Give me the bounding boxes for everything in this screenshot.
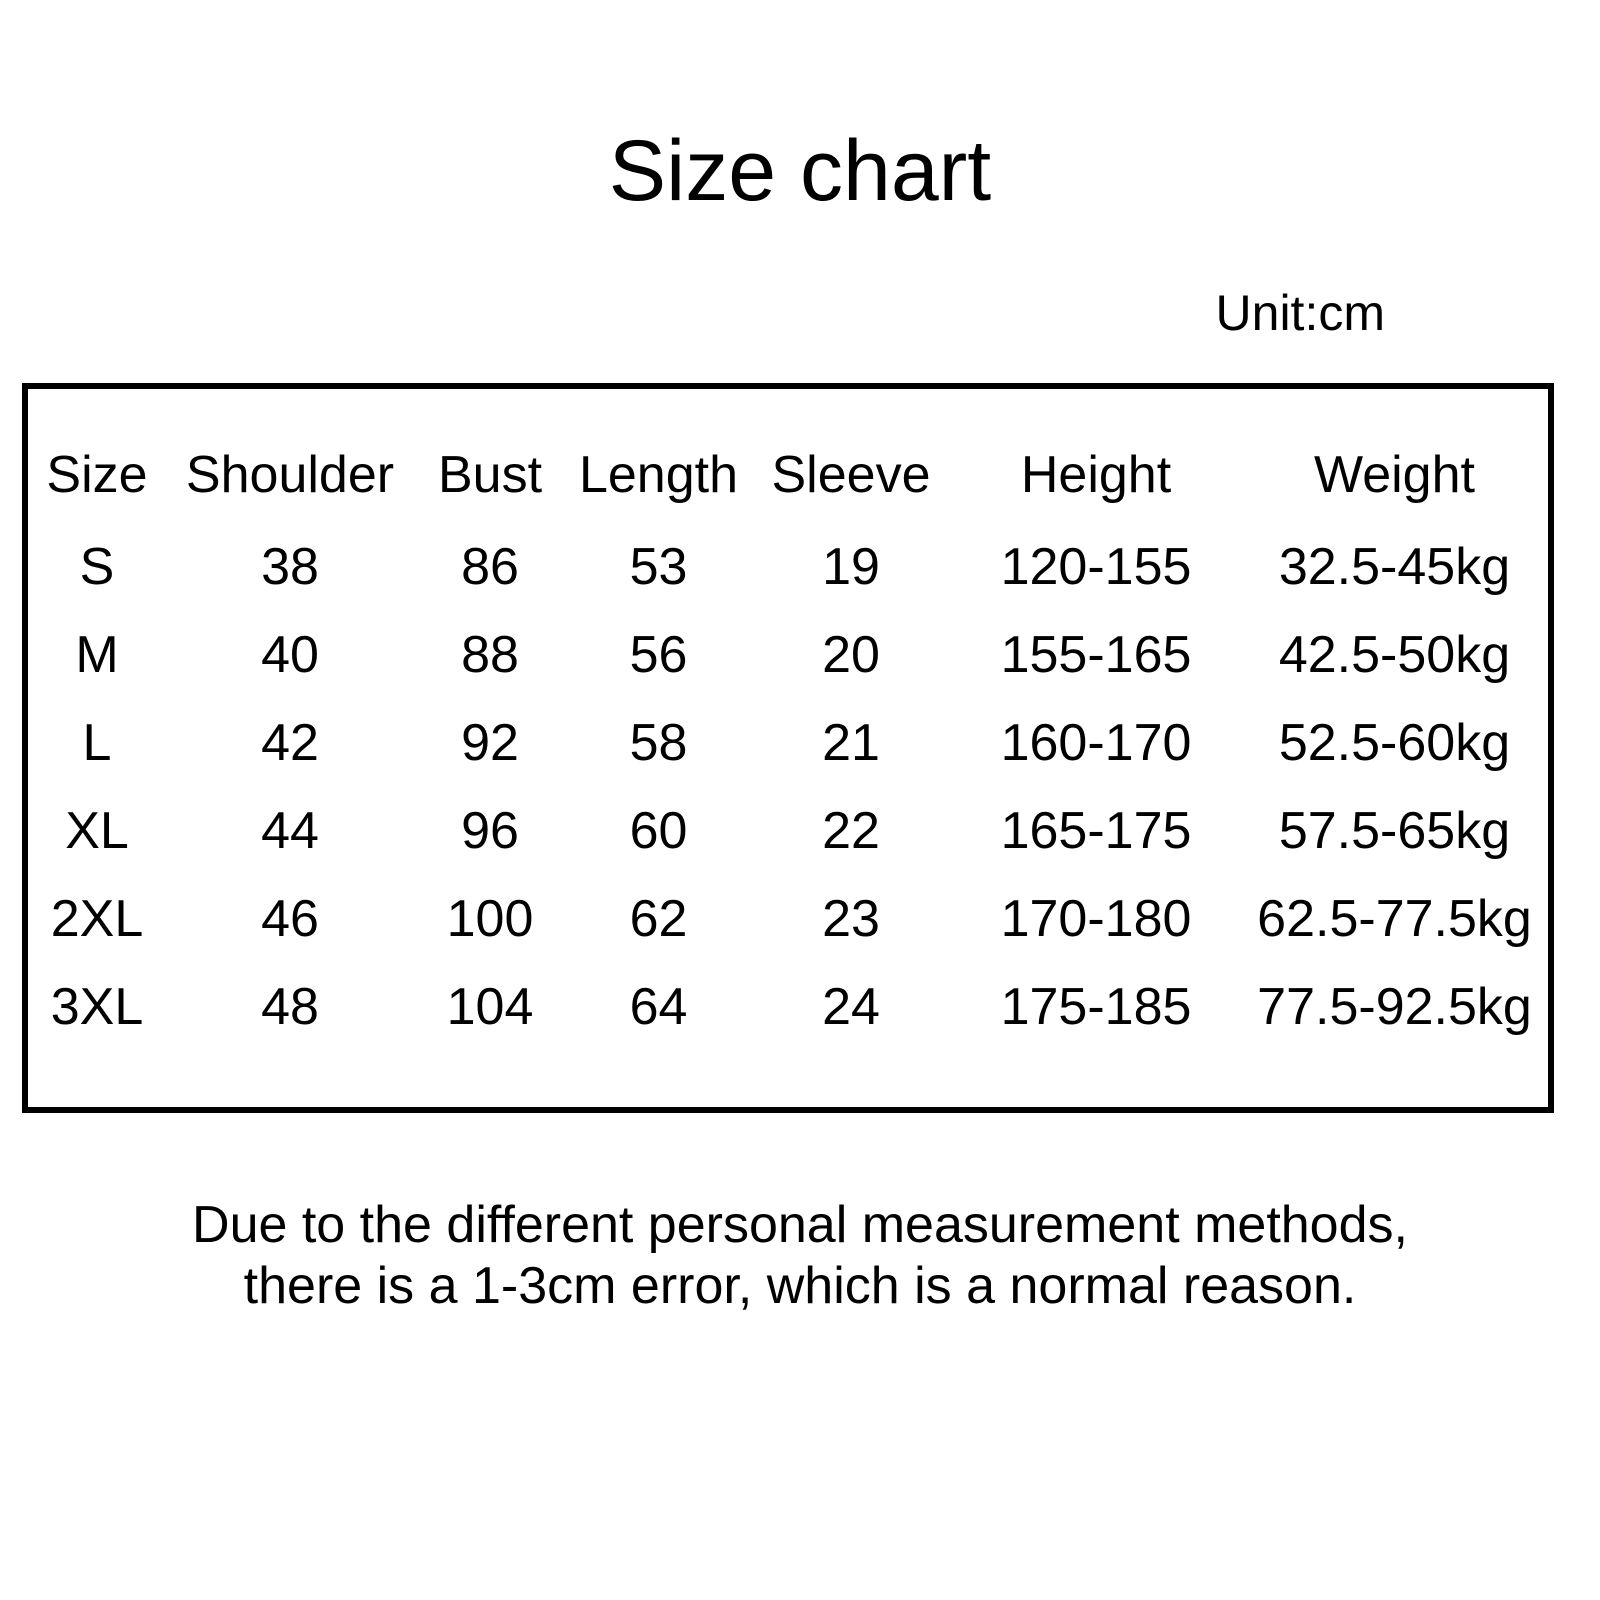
cell-length: 58 — [629, 714, 688, 772]
table-row — [28, 875, 1548, 963]
cell-size: M — [75, 626, 119, 684]
unit-label: Unit:cm — [1215, 285, 1385, 341]
note-line-1: Due to the different personal measurement methods, — [192, 1196, 1408, 1254]
column-header-sleeve: Sleeve — [771, 446, 931, 504]
cell-size: XL — [65, 802, 129, 860]
cell-shoulder: 42 — [261, 714, 319, 772]
cell-weight: 62.5-77.5kg — [1257, 890, 1532, 948]
cell-height: 160-170 — [1000, 714, 1192, 772]
column-header-shoulder: Shoulder — [185, 446, 395, 504]
cell-length: 53 — [629, 538, 688, 596]
measurement-note — [0, 1195, 1600, 1318]
cell-weight: 57.5-65kg — [1278, 802, 1511, 860]
cell-height: 120-155 — [1000, 538, 1192, 596]
cell-bust: 96 — [461, 802, 519, 860]
cell-weight: 32.5-45kg — [1278, 538, 1511, 596]
size-table — [28, 427, 1548, 1051]
cell-length: 62 — [629, 890, 688, 948]
cell-shoulder: 48 — [261, 978, 319, 1036]
table-row — [28, 963, 1548, 1051]
cell-size: 3XL — [50, 978, 144, 1036]
cell-weight: 77.5-92.5kg — [1257, 978, 1532, 1036]
column-header-size: Size — [46, 446, 148, 504]
table-header-row — [28, 427, 1548, 523]
cell-height: 165-175 — [1000, 802, 1192, 860]
cell-height: 175-185 — [1000, 978, 1192, 1036]
cell-height: 170-180 — [1000, 890, 1192, 948]
cell-length: 56 — [629, 626, 688, 684]
cell-size: L — [82, 714, 112, 772]
cell-sleeve: 20 — [822, 626, 880, 684]
cell-length: 60 — [629, 802, 688, 860]
column-header-length: Length — [578, 446, 739, 504]
cell-shoulder: 46 — [261, 890, 319, 948]
cell-shoulder: 38 — [261, 538, 319, 596]
column-header-weight: Weight — [1314, 446, 1475, 504]
cell-bust: 100 — [446, 890, 534, 948]
page-title: Size chart — [608, 123, 992, 219]
cell-sleeve: 19 — [822, 538, 880, 596]
table-row — [28, 523, 1548, 611]
cell-bust: 104 — [446, 978, 534, 1036]
cell-shoulder: 40 — [261, 626, 319, 684]
cell-weight: 52.5-60kg — [1278, 714, 1511, 772]
cell-size: S — [79, 538, 115, 596]
cell-size: 2XL — [50, 890, 144, 948]
column-header-bust: Bust — [437, 446, 543, 504]
cell-bust: 86 — [461, 538, 519, 596]
cell-weight: 42.5-50kg — [1278, 626, 1511, 684]
cell-sleeve: 23 — [822, 890, 880, 948]
note-line-2: there is a 1-3cm error, which is a normal reason. — [243, 1257, 1357, 1316]
cell-shoulder: 44 — [261, 802, 319, 860]
cell-length: 64 — [629, 978, 688, 1036]
size-table-container — [22, 383, 1554, 1113]
table-row — [28, 699, 1548, 787]
column-header-height: Height — [1020, 446, 1172, 504]
cell-height: 155-165 — [1000, 626, 1192, 684]
cell-sleeve: 24 — [822, 978, 880, 1036]
table-header — [28, 427, 1548, 523]
cell-sleeve: 22 — [822, 802, 880, 860]
table-row — [28, 787, 1548, 875]
table-row — [28, 611, 1548, 699]
cell-sleeve: 21 — [822, 714, 880, 772]
cell-bust: 92 — [461, 714, 519, 772]
cell-bust: 88 — [461, 626, 519, 684]
table-body — [28, 523, 1548, 1051]
